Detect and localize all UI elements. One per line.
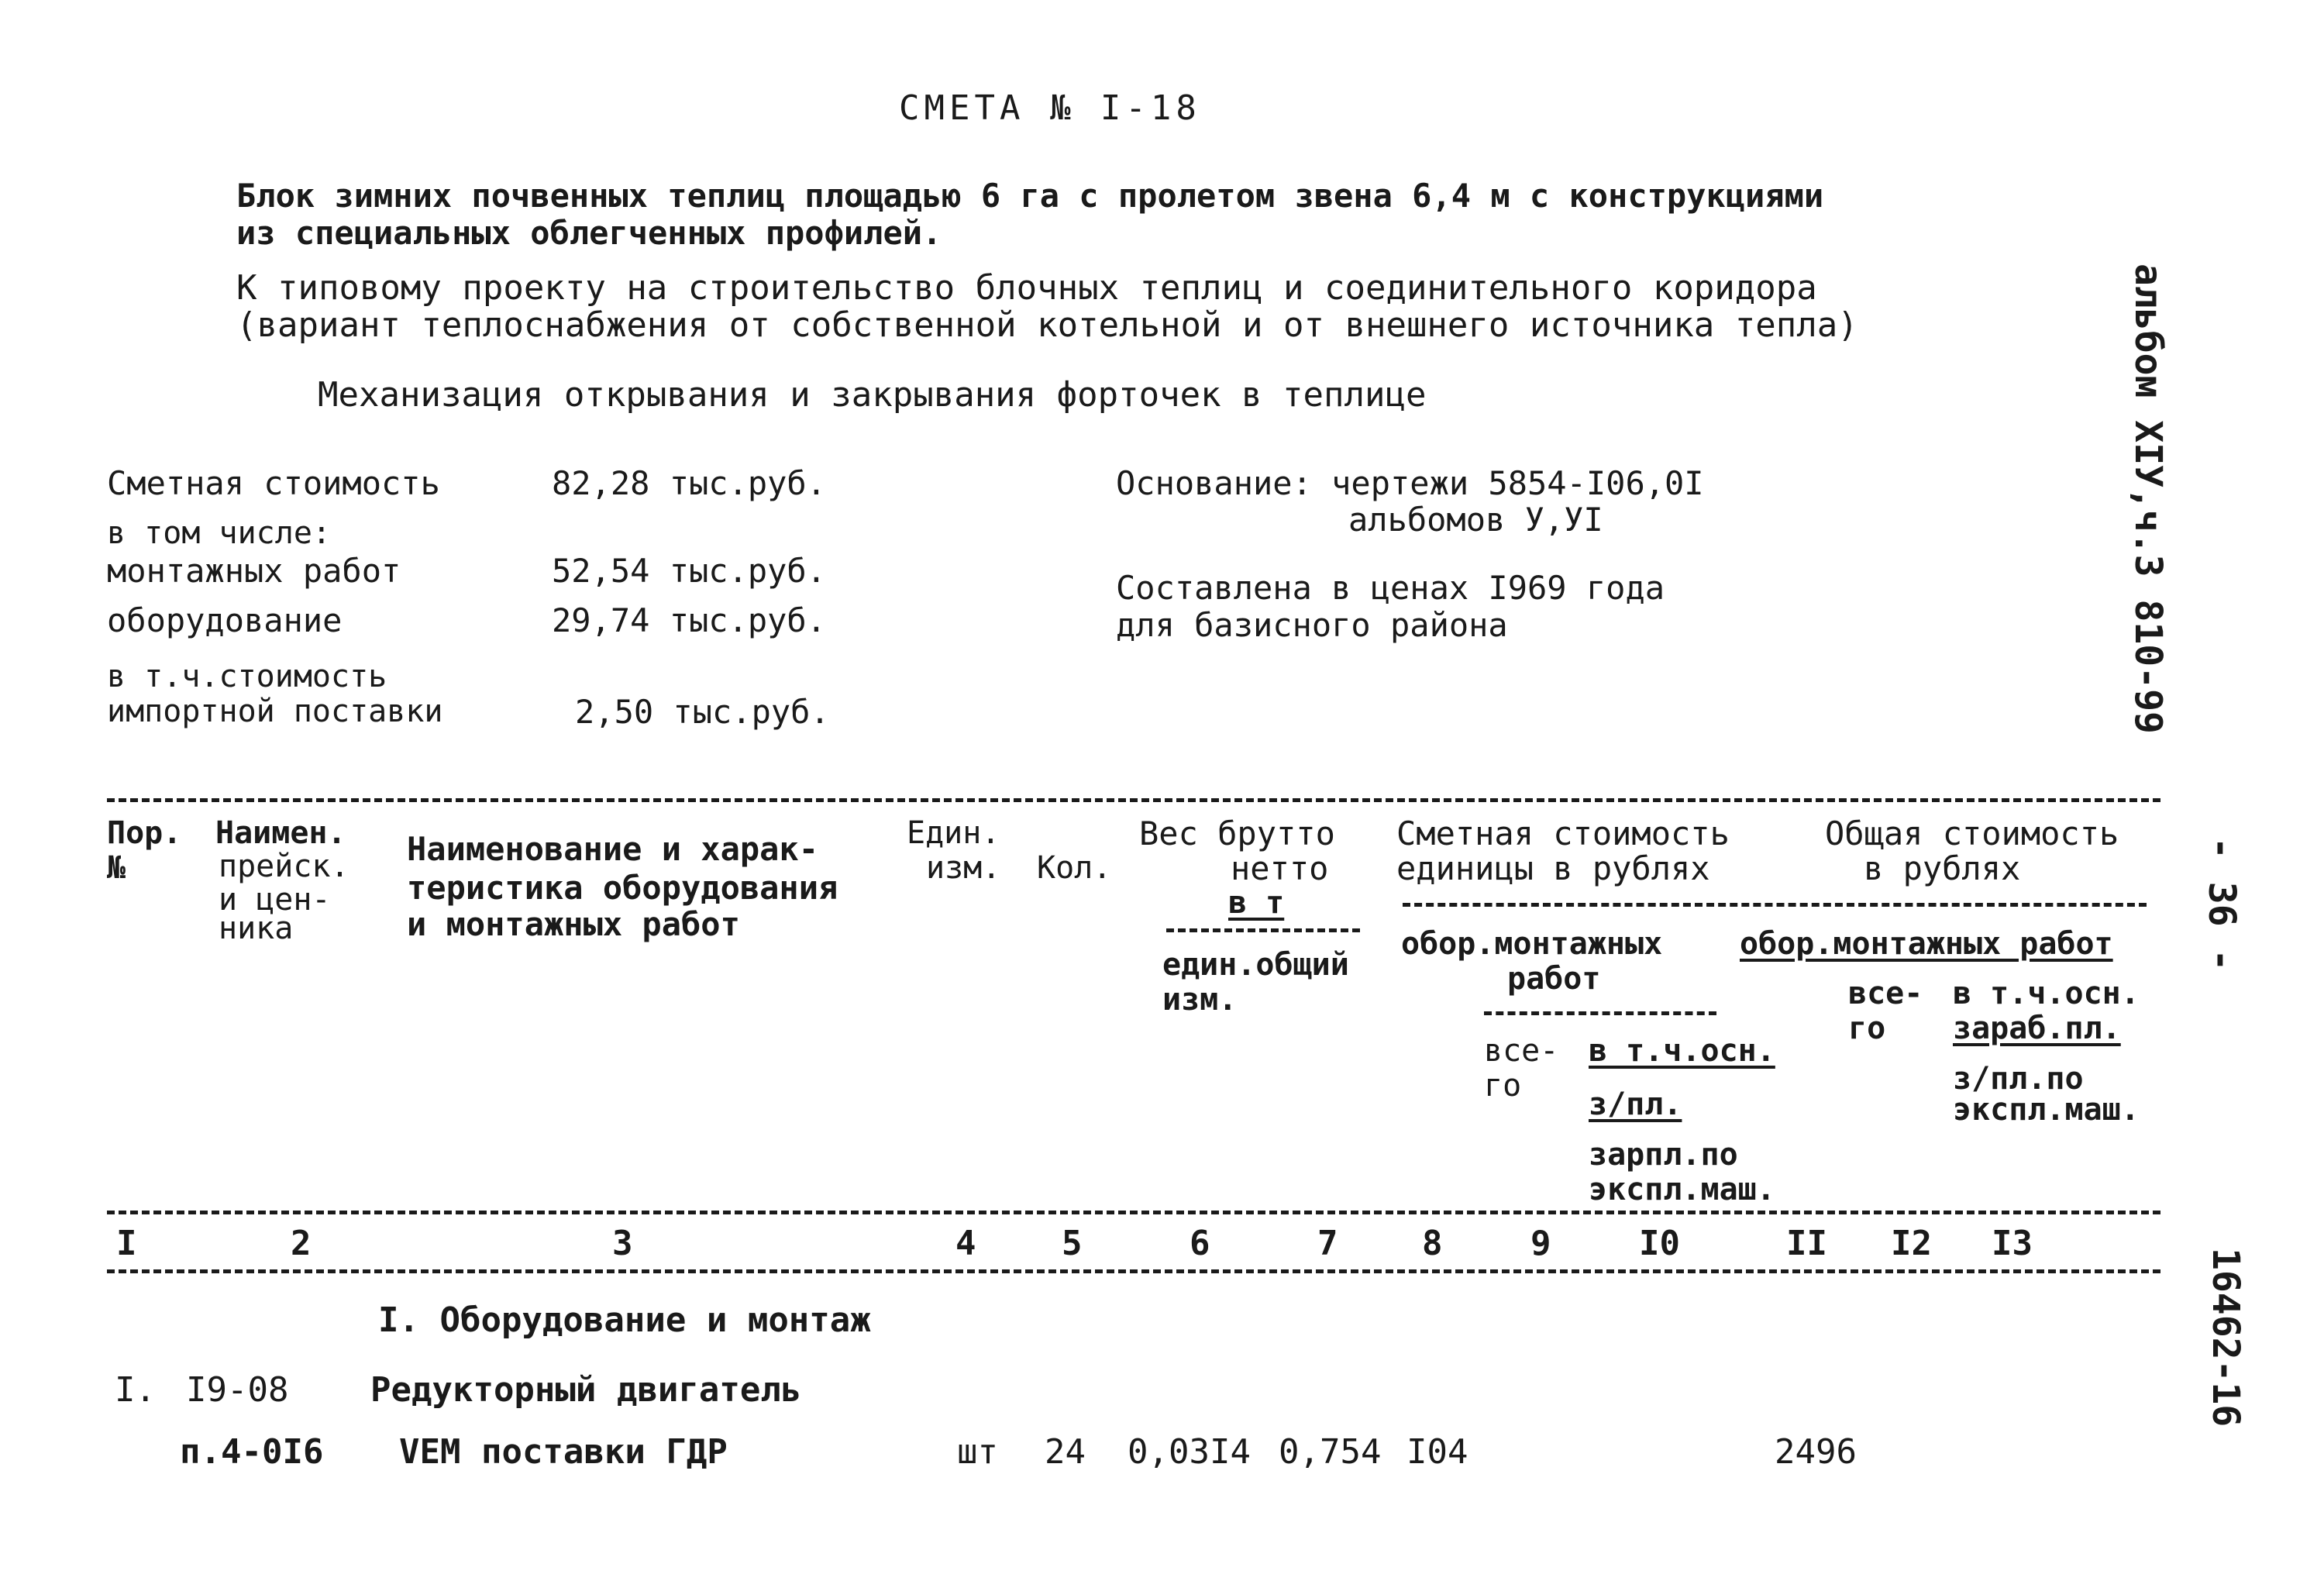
- row-name: Редукторный двигатель: [370, 1370, 802, 1410]
- col10-header-a: в т.ч.осн.: [1589, 1033, 1775, 1069]
- including-label: в том числе:: [107, 515, 331, 551]
- column-number: 2: [291, 1224, 312, 1263]
- col13-header-d: экспл.маш.: [1953, 1092, 2140, 1128]
- import-value: 2,50 тыс.руб.: [575, 693, 830, 731]
- section-title: I. Оборудование и монтаж: [378, 1300, 871, 1340]
- equipment-label: оборудование: [107, 601, 343, 639]
- col1-header-b: №: [107, 850, 126, 886]
- col13-header-c: з/пл.по: [1953, 1061, 2084, 1097]
- column-number: 5: [1062, 1224, 1083, 1263]
- unit-cost-sub-rule: [1484, 1011, 1716, 1015]
- col9-header-a: все-: [1484, 1033, 1559, 1069]
- weight-header-c: в т: [1228, 885, 1285, 921]
- estimated-cost-label: Сметная стоимость: [107, 464, 440, 502]
- unit-cost-header-d: работ: [1507, 961, 1601, 997]
- column-number: 3: [612, 1224, 633, 1263]
- column-number: 4: [955, 1224, 976, 1263]
- col5-header: Кол.: [1037, 850, 1112, 886]
- column-numbers-bottom-rule: [107, 1269, 2160, 1273]
- unit-cost-header-b: единицы в рублях: [1396, 849, 1710, 887]
- col13-header-b: зараб.пл.: [1953, 1011, 2121, 1046]
- column-number: I2: [1891, 1224, 1932, 1263]
- col4-header-b: изм.: [926, 850, 1001, 886]
- total-cost-header-c: обор.монтажных работ: [1740, 926, 2113, 962]
- col10-header-b: з/пл.: [1589, 1087, 1682, 1122]
- row-equipment-total: 2496: [1775, 1432, 1857, 1472]
- row-unit: шт: [957, 1432, 998, 1472]
- col12-header-a: все-: [1848, 976, 1923, 1011]
- table-top-rule: [107, 798, 2160, 802]
- col2-header-b: прейск.: [219, 849, 349, 884]
- prices-line-1: Составлена в ценах I969 года: [1116, 569, 1665, 607]
- row-price-ref: I9-08: [186, 1370, 289, 1410]
- description-line-2: из специальных облегченных профилей.: [236, 214, 942, 252]
- total-cost-header-a: Общая стоимость: [1825, 815, 2119, 852]
- equipment-value: 29,74 тыс.руб.: [552, 601, 827, 639]
- column-number: 8: [1422, 1224, 1443, 1263]
- column-number: I: [116, 1224, 137, 1263]
- weight-header-a: Вес брутто: [1139, 815, 1335, 852]
- total-cost-header-b: в рублях: [1864, 849, 2021, 887]
- row-weight-total: 0,754: [1279, 1432, 1382, 1472]
- installation-label: монтажных работ: [107, 552, 401, 590]
- unit-cost-header-a: Сметная стоимость: [1396, 815, 1730, 852]
- unit-cost-header-c: обор.монтажных: [1401, 926, 1663, 962]
- column-number: II: [1786, 1224, 1827, 1263]
- col3-header-b: теристика оборудования: [407, 869, 838, 907]
- col3-header-c: и монтажных работ: [407, 905, 740, 943]
- project-line-1: К типовому проекту на строительство блочных теплиц и соединительного коридора: [236, 268, 1817, 308]
- col13-header-a: в т.ч.осн.: [1953, 976, 2140, 1011]
- description-line-1: Блок зимних почвенных теплиц площадью 6 га с пролетом звена 6,4 м с конструкциями: [236, 177, 1824, 215]
- installation-value: 52,54 тыс.руб.: [552, 552, 827, 590]
- weight-header-d: един.общий: [1162, 947, 1349, 983]
- unit-cost-header-rule: [1403, 903, 2147, 907]
- estimated-cost-value: 82,28 тыс.руб.: [552, 464, 827, 502]
- row-name-2: VEM поставки ГДР: [399, 1432, 728, 1472]
- col10-header-c: зарпл.по: [1589, 1137, 1738, 1173]
- col9-header-b: го: [1484, 1068, 1522, 1104]
- column-number: 9: [1530, 1224, 1551, 1263]
- column-number: I3: [1992, 1224, 2033, 1263]
- column-number: 7: [1317, 1224, 1338, 1263]
- col10-header-d: экспл.маш.: [1589, 1172, 1775, 1207]
- col2-header-c: и цен-: [219, 882, 331, 918]
- row-quantity: 24: [1045, 1432, 1086, 1472]
- weight-header-rule: [1166, 928, 1360, 932]
- project-line-2: (вариант теплоснабжения от собственной котельной и от внешнего источника тепла): [236, 305, 1858, 345]
- basis-line-2: альбомов У,УI: [1348, 501, 1603, 539]
- col3-header-a: Наименование и харак-: [407, 830, 819, 868]
- col1-header-a: Пор.: [107, 815, 182, 851]
- import-label-1: в т.ч.стоимость: [107, 659, 387, 694]
- subtitle: Механизация открывания и закрывания форточек в теплице: [318, 375, 1427, 415]
- basis-line-1: Основание: чертежи 5854-I06,0I: [1116, 464, 1704, 502]
- row-equipment-unit-cost: I04: [1406, 1432, 1468, 1472]
- document-title: СМЕТА № I-18: [899, 88, 1201, 128]
- document-code: 16462-16: [2204, 1248, 2247, 1428]
- col2-header-a: Наимен.: [215, 815, 346, 851]
- weight-header-b: нетто: [1231, 849, 1329, 887]
- import-label-2: импортной поставки: [107, 694, 443, 729]
- page-number: - 36 -: [2200, 837, 2243, 972]
- column-numbers-top-rule: [107, 1211, 2160, 1214]
- row-price-ref-2: п.4-0I6: [180, 1432, 324, 1472]
- col4-header-a: Един.: [907, 815, 1000, 851]
- column-number: 6: [1190, 1224, 1210, 1263]
- col12-header-b: го: [1848, 1011, 1886, 1046]
- row-number: I.: [115, 1370, 156, 1410]
- row-weight-unit: 0,03I4: [1128, 1432, 1251, 1472]
- prices-line-2: для базисного района: [1116, 606, 1508, 644]
- album-side-note: альбом XIУ,ч.3 810-99: [2126, 263, 2170, 734]
- col2-header-d: ника: [219, 911, 294, 946]
- column-number: I0: [1639, 1224, 1680, 1263]
- weight-header-e: изм.: [1162, 982, 1238, 1018]
